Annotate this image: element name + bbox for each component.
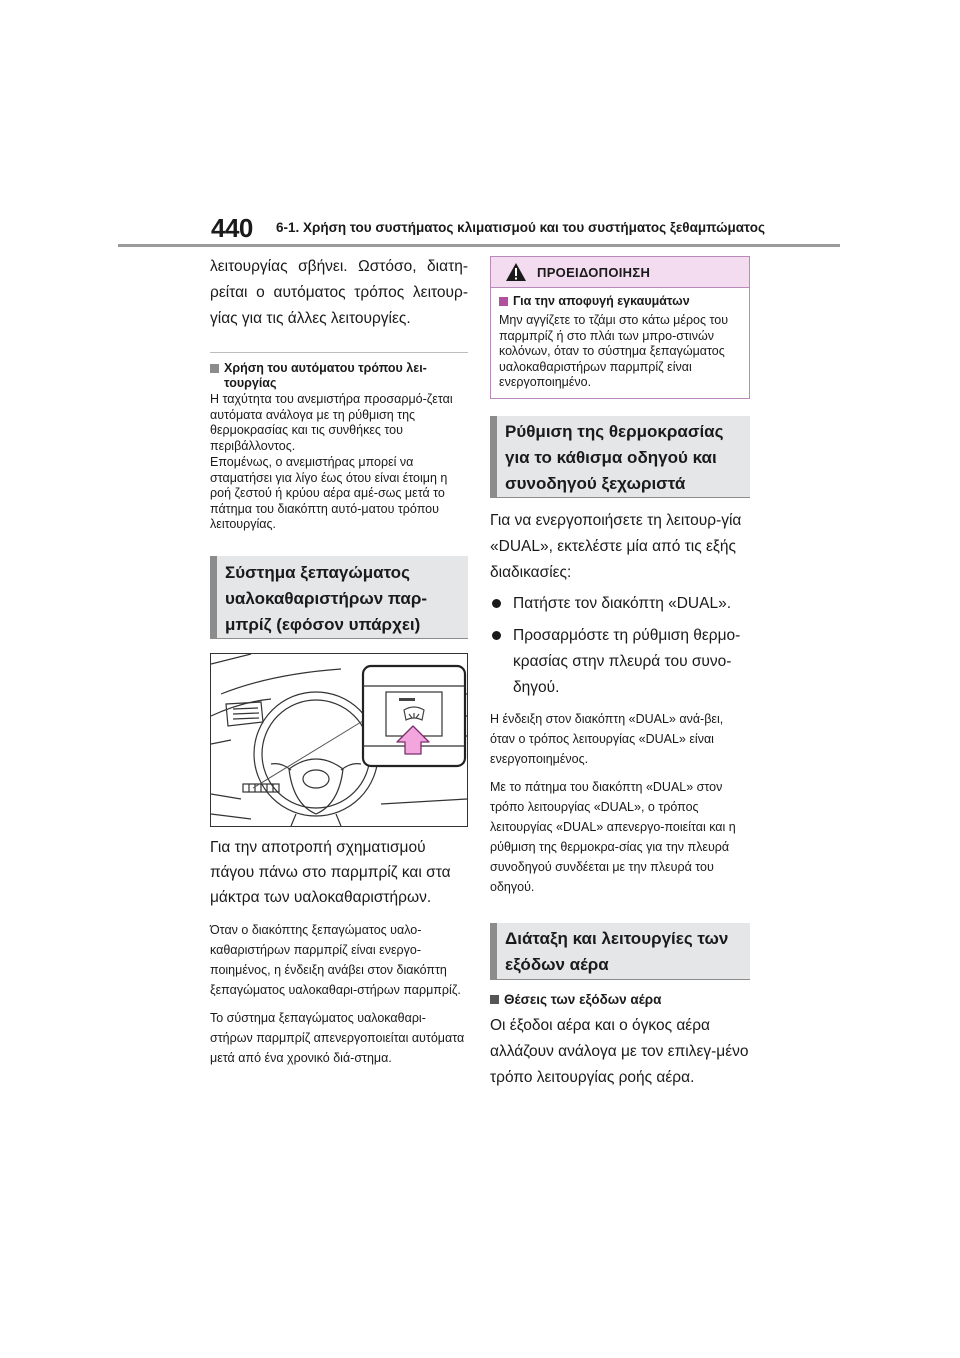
auto-mode-paragraph-1: Η ταχύτητα του ανεμιστήρα προσαρμό-ζεται αυτόματα ανάλογα με τη ρύθμιση της θερμοκρασίας και τις συνθήκες του περιβάλλοντος. — [210, 392, 453, 453]
section-dual-temperature-title-text: Ρύθμιση της θερμοκρασίας για το κάθισμα οδηγού και συνοδηγού ξεχωριστά — [505, 422, 724, 493]
warning-box — [490, 256, 750, 399]
auto-mode-paragraph-2: Επομένως, ο ανεμιστήρας μπορεί να σταματήσει για λίγο έως ότου είναι έτοιμη η ροή ζεστού ή κρύου αέρα αμέ-σως μετά το πάτημα του διακόπτη αυτό-ματου τρόπου λειτουργίας. — [210, 455, 448, 531]
square-bullet-icon — [490, 995, 499, 1004]
section-air-outlets-title — [490, 923, 750, 980]
dual-bullet-1-text: Πατήστε τον διακόπτη «DUAL». — [513, 595, 732, 612]
warning-subheading-text: Για την αποφυγή εγκαυμάτων — [513, 294, 690, 308]
vents-paragraph: Οι έξοδοι αέρα και ο όγκος αέρα αλλάζουν ανάλογα με τον επιλεγ-μένο τρόπο λειτουργίας ροής αέρα. — [490, 1017, 749, 1086]
left-column — [210, 254, 468, 1068]
warning-subheading — [499, 294, 741, 309]
dashboard-illustration — [210, 653, 468, 827]
dual-bullet-2-text: Προσαρμόστε τη ρύθμιση θερμο-κρασίας στην πλευρά του συνο-δηγού. — [513, 627, 741, 696]
auto-mode-heading-text: Χρήση του αυτόματου τρόπου λει-τουργίας — [224, 361, 427, 390]
square-bullet-icon — [499, 297, 508, 306]
vents-heading-text: Θέσεις των εξόδων αέρα — [504, 992, 662, 1007]
warning-header — [491, 257, 749, 288]
warning-title: ΠΡΟΕΙΔΟΠΟΙΗΣΗ — [537, 264, 651, 280]
bullet-dot-icon — [492, 631, 501, 640]
warning-body — [491, 288, 749, 399]
header-rule — [118, 244, 840, 247]
right-column — [490, 256, 750, 1091]
dual-bullet-2 — [490, 623, 750, 701]
figure-caption: Για την αποτροπή σχηματισμού πάγου πάνω στο παρμπρίζ και στα μάκτρα των υαλοκαθαριστήρων. — [210, 838, 451, 906]
chapter-header-title: 6-1. Χρήση του συστήματος κλιματισμού και του συστήματος ξεθαμπώματος — [276, 220, 765, 235]
bullet-dot-icon — [492, 599, 501, 608]
divider — [210, 352, 468, 353]
section-air-outlets-title-text: Διάταξη και λειτουργίες των εξόδων αέρα — [505, 929, 729, 974]
section-dual-temperature-title — [490, 416, 750, 498]
auto-mode-heading — [210, 361, 468, 391]
dashboard-drawing — [211, 654, 467, 826]
intro-paragraph: λειτουργίας σβήνει. Ωστόσο, διατη-ρείται ο αυτόματος τρόπος λειτουρ-γίας για τις άλλες λειτουργίες. — [210, 258, 468, 327]
dual-bullet-1 — [490, 591, 750, 617]
deicer-paragraph-2: Το σύστημα ξεπαγώματος υαλοκαθαρι-στήρων παρμπρίζ απενεργοποιείται αυτόματα μετά από ένα χρονικό διά-στημα. — [210, 1010, 465, 1065]
vents-heading — [490, 992, 750, 1007]
dual-paragraph-2: Η ένδειξη στον διακόπτη «DUAL» ανά-βει, όταν ο τρόπος λειτουργίας «DUAL» είναι ενεργοποιημένος. — [490, 712, 724, 766]
warning-text: Μην αγγίζετε το τζάμι στο κάτω μέρος του παρμπρίζ ή στο πλάι των μπρο-στινών κολόνων, όταν το σύστημα ξεπαγώματος υαλοκαθαριστήρων παρμπρίζ είναι ενεργοποιημένο. — [499, 313, 729, 389]
page-number: 440 — [211, 213, 253, 243]
dual-paragraph-3: Με το πάτημα του διακόπτη «DUAL» στον τρόπο λειτουργίας «DUAL», ο τρόπος λειτουργίας «DUAL» απενεργο-ποιείται και η ρύθμιση της θερμοκρα-σίας για την πλευρά συνοδηγού συνδέεται με την πλευρά του οδηγού. — [490, 780, 736, 894]
section-wiper-deicer-title-text: Σύστημα ξεπαγώματος υαλοκαθαριστήρων παρ-μπρίζ (εφόσον υπάρχει) — [225, 562, 428, 634]
deicer-paragraph-1: Όταν ο διακόπτης ξεπαγώματος υαλο-καθαριστήρων παρμπρίζ είναι ενεργο-ποιημένος, η ένδειξη ανάβει στον διακόπτη ξεπαγώματος υαλοκαθαρι-στήρων παρμπρίζ. — [210, 922, 461, 997]
warning-triangle-icon — [505, 262, 527, 282]
dual-intro-paragraph: Για να ενεργοποιήσετε τη λειτουρ-γία «DUAL», εκτελέστε μία από τις εξής διαδικασίες: — [490, 512, 742, 581]
section-wiper-deicer-title — [210, 556, 468, 639]
square-bullet-icon — [210, 364, 219, 373]
